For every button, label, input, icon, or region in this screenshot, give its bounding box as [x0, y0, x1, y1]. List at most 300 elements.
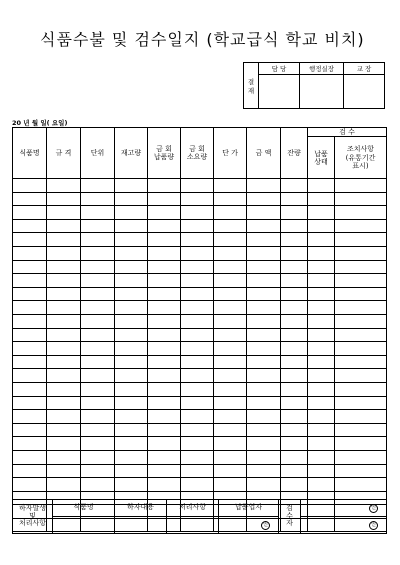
approval-role-staff: 담 당: [259, 63, 300, 75]
table-cell[interactable]: [181, 382, 214, 396]
table-cell[interactable]: [214, 342, 247, 356]
table-cell[interactable]: [335, 192, 387, 206]
table-cell[interactable]: [13, 219, 47, 233]
table-cell[interactable]: [335, 274, 387, 288]
footer-handling: 처리사항: [167, 500, 219, 517]
table-cell[interactable]: [115, 206, 148, 220]
table-cell[interactable]: [115, 423, 148, 437]
table-cell[interactable]: [13, 274, 47, 288]
table-cell[interactable]: [247, 301, 281, 315]
table-cell[interactable]: [247, 260, 281, 274]
table-cell[interactable]: [335, 287, 387, 301]
table-cell[interactable]: [81, 369, 115, 383]
table-cell[interactable]: [148, 410, 181, 424]
table-row: [13, 478, 387, 492]
table-cell[interactable]: [81, 287, 115, 301]
table-cell[interactable]: [308, 369, 335, 383]
table-cell[interactable]: [281, 382, 308, 396]
table-cell[interactable]: [81, 192, 115, 206]
table-cell[interactable]: [13, 247, 47, 261]
footer-supplier: 납품업자: [219, 500, 279, 517]
table-cell[interactable]: [214, 301, 247, 315]
table-cell[interactable]: [308, 274, 335, 288]
table-cell[interactable]: [47, 287, 81, 301]
defect-label: 하자발생 및 처리사항: [13, 500, 53, 534]
table-row: [13, 260, 387, 274]
table-cell[interactable]: [81, 396, 115, 410]
table-cell[interactable]: [81, 328, 115, 342]
table-cell[interactable]: [148, 437, 181, 451]
table-cell[interactable]: [214, 450, 247, 464]
table-cell[interactable]: [115, 301, 148, 315]
table-cell[interactable]: [335, 206, 387, 220]
table-cell[interactable]: [81, 206, 115, 220]
table-cell[interactable]: [308, 287, 335, 301]
table-cell[interactable]: [148, 301, 181, 315]
table-cell[interactable]: [13, 478, 47, 492]
table-cell[interactable]: [148, 314, 181, 328]
table-cell[interactable]: [81, 274, 115, 288]
table-row: [13, 423, 387, 437]
table-cell[interactable]: [214, 274, 247, 288]
table-cell[interactable]: [181, 179, 214, 193]
table-cell[interactable]: [148, 192, 181, 206]
table-cell[interactable]: [214, 382, 247, 396]
table-cell[interactable]: [13, 328, 47, 342]
table-cell[interactable]: [281, 287, 308, 301]
date-line: 20 년 월 일( 요일): [12, 119, 68, 127]
table-cell[interactable]: [247, 219, 281, 233]
table-cell[interactable]: [247, 247, 281, 261]
table-cell[interactable]: [214, 423, 247, 437]
table-cell[interactable]: [115, 192, 148, 206]
table-cell[interactable]: [247, 179, 281, 193]
table-cell[interactable]: [115, 287, 148, 301]
table-cell[interactable]: [81, 382, 115, 396]
table-cell[interactable]: [247, 423, 281, 437]
col-unit-price: 단 가: [214, 128, 247, 179]
table-cell[interactable]: [115, 355, 148, 369]
table-cell[interactable]: [335, 437, 387, 451]
table-cell[interactable]: [81, 355, 115, 369]
table-cell[interactable]: [181, 274, 214, 288]
seal-mark-1: 인: [369, 504, 378, 513]
table-cell[interactable]: [81, 423, 115, 437]
table-cell[interactable]: [281, 464, 308, 478]
table-cell[interactable]: [214, 247, 247, 261]
table-cell[interactable]: [47, 219, 81, 233]
table-cell[interactable]: [181, 328, 214, 342]
table-cell[interactable]: [335, 450, 387, 464]
table-cell[interactable]: [47, 233, 81, 247]
table-cell[interactable]: [281, 396, 308, 410]
table-cell[interactable]: [13, 450, 47, 464]
col-remaining: 잔량: [281, 128, 308, 179]
table-cell[interactable]: [148, 450, 181, 464]
table-row: [13, 314, 387, 328]
table-cell[interactable]: [335, 314, 387, 328]
table-cell[interactable]: [281, 478, 308, 492]
approval-sign-principal[interactable]: [344, 75, 385, 109]
table-cell[interactable]: [13, 464, 47, 478]
table-row: [13, 464, 387, 478]
col-stock: 재고량: [115, 128, 148, 179]
table-cell[interactable]: [281, 410, 308, 424]
table-cell[interactable]: [181, 314, 214, 328]
table-cell[interactable]: [81, 247, 115, 261]
table-cell[interactable]: [214, 314, 247, 328]
table-cell[interactable]: [47, 192, 81, 206]
table-cell[interactable]: [81, 179, 115, 193]
table-cell[interactable]: [214, 437, 247, 451]
table-cell[interactable]: [308, 233, 335, 247]
table-cell[interactable]: [335, 219, 387, 233]
table-cell[interactable]: [47, 301, 81, 315]
table-cell[interactable]: [13, 206, 47, 220]
table-cell[interactable]: [281, 369, 308, 383]
table-cell[interactable]: [115, 478, 148, 492]
table-cell[interactable]: [335, 260, 387, 274]
table-cell[interactable]: [13, 179, 47, 193]
table-cell[interactable]: [13, 314, 47, 328]
table-cell[interactable]: [247, 355, 281, 369]
table-cell[interactable]: [335, 464, 387, 478]
table-cell[interactable]: [13, 369, 47, 383]
table-cell[interactable]: [335, 233, 387, 247]
table-cell[interactable]: [308, 478, 335, 492]
table-cell[interactable]: [247, 450, 281, 464]
table-cell[interactable]: [247, 382, 281, 396]
table-row: [13, 437, 387, 451]
table-cell[interactable]: [81, 219, 115, 233]
table-row: [13, 301, 387, 315]
approval-sign-admin-head[interactable]: [300, 75, 344, 109]
table-cell[interactable]: [181, 437, 214, 451]
table-cell[interactable]: [308, 396, 335, 410]
table-cell[interactable]: [335, 342, 387, 356]
table-cell[interactable]: [47, 464, 81, 478]
table-cell[interactable]: [247, 314, 281, 328]
table-cell[interactable]: [181, 247, 214, 261]
table-cell[interactable]: [13, 410, 47, 424]
table-cell[interactable]: [214, 328, 247, 342]
table-cell[interactable]: [47, 355, 81, 369]
table-cell[interactable]: [308, 314, 335, 328]
table-cell[interactable]: [247, 437, 281, 451]
table-cell[interactable]: [308, 179, 335, 193]
table-cell[interactable]: [247, 464, 281, 478]
table-cell[interactable]: [47, 369, 81, 383]
approval-role-principal: 교 장: [344, 63, 385, 75]
table-cell[interactable]: [308, 382, 335, 396]
inspector-sign-2[interactable]: [301, 517, 387, 534]
col-amount: 금 액: [247, 128, 281, 179]
table-cell[interactable]: [281, 206, 308, 220]
table-cell[interactable]: [47, 314, 81, 328]
table-cell[interactable]: [214, 206, 247, 220]
table-cell[interactable]: [335, 478, 387, 492]
table-cell[interactable]: [148, 355, 181, 369]
table-cell[interactable]: [335, 301, 387, 315]
table-cell[interactable]: [281, 247, 308, 261]
table-cell[interactable]: [13, 396, 47, 410]
table-cell[interactable]: [247, 342, 281, 356]
approval-sign-staff[interactable]: [259, 75, 300, 109]
table-cell[interactable]: [47, 328, 81, 342]
col-food-name: 식품명: [13, 128, 47, 179]
table-cell[interactable]: [308, 247, 335, 261]
table-cell[interactable]: [13, 233, 47, 247]
table-cell[interactable]: [281, 233, 308, 247]
table-cell[interactable]: [13, 260, 47, 274]
table-cell[interactable]: [81, 260, 115, 274]
table-cell[interactable]: [47, 410, 81, 424]
table-cell[interactable]: [281, 192, 308, 206]
table-cell[interactable]: [308, 410, 335, 424]
table-cell[interactable]: [47, 423, 81, 437]
inspector-sign-1[interactable]: [301, 500, 387, 517]
table-cell[interactable]: [335, 179, 387, 193]
defect-footer: [12, 499, 387, 534]
table-cell[interactable]: [148, 287, 181, 301]
table-cell[interactable]: [148, 423, 181, 437]
table-cell[interactable]: [214, 410, 247, 424]
footer-defect-cell[interactable]: [115, 517, 167, 534]
table-cell[interactable]: [81, 478, 115, 492]
table-cell[interactable]: [281, 274, 308, 288]
table-cell[interactable]: [247, 410, 281, 424]
table-cell[interactable]: [13, 423, 47, 437]
table-cell[interactable]: [281, 301, 308, 315]
table-row: [13, 396, 387, 410]
table-cell[interactable]: [148, 369, 181, 383]
table-cell[interactable]: [214, 233, 247, 247]
table-cell[interactable]: [281, 437, 308, 451]
footer-handling-cell[interactable]: [167, 517, 219, 534]
table-row: [13, 450, 387, 464]
table-cell[interactable]: [308, 437, 335, 451]
table-cell[interactable]: [214, 179, 247, 193]
table-cell[interactable]: [281, 423, 308, 437]
table-cell[interactable]: [281, 355, 308, 369]
table-cell[interactable]: [148, 206, 181, 220]
table-cell[interactable]: [247, 287, 281, 301]
table-cell[interactable]: [115, 233, 148, 247]
col-action: 조치사항 (유통기간 표시): [335, 137, 387, 179]
table-body: [13, 179, 387, 532]
table-cell[interactable]: [47, 342, 81, 356]
table-cell[interactable]: [148, 464, 181, 478]
table-cell[interactable]: [115, 314, 148, 328]
table-cell[interactable]: [148, 219, 181, 233]
table-cell[interactable]: [181, 478, 214, 492]
table-cell[interactable]: [247, 328, 281, 342]
table-cell[interactable]: [148, 382, 181, 396]
table-row: [13, 382, 387, 396]
table-cell[interactable]: [13, 382, 47, 396]
table-cell[interactable]: [13, 342, 47, 356]
table-cell[interactable]: [214, 396, 247, 410]
table-cell[interactable]: [181, 342, 214, 356]
table-cell[interactable]: [181, 206, 214, 220]
table-cell[interactable]: [181, 219, 214, 233]
table-cell[interactable]: [47, 478, 81, 492]
table-cell[interactable]: [115, 382, 148, 396]
table-cell[interactable]: [247, 369, 281, 383]
table-cell[interactable]: [247, 233, 281, 247]
table-cell[interactable]: [281, 219, 308, 233]
table-cell[interactable]: [148, 274, 181, 288]
table-cell[interactable]: [281, 179, 308, 193]
table-cell[interactable]: [148, 179, 181, 193]
table-cell[interactable]: [47, 260, 81, 274]
table-cell[interactable]: [214, 478, 247, 492]
table-cell[interactable]: [81, 410, 115, 424]
seal-mark-3: 인: [369, 521, 378, 530]
table-cell[interactable]: [281, 260, 308, 274]
table-cell[interactable]: [115, 410, 148, 424]
table-cell[interactable]: [181, 410, 214, 424]
table-cell[interactable]: [281, 314, 308, 328]
table-cell[interactable]: [335, 369, 387, 383]
table-cell[interactable]: [115, 219, 148, 233]
table-cell[interactable]: [47, 437, 81, 451]
table-cell[interactable]: [281, 450, 308, 464]
table-cell[interactable]: [148, 328, 181, 342]
table-cell[interactable]: [247, 478, 281, 492]
inspection-table: [12, 127, 387, 532]
table-cell[interactable]: [148, 342, 181, 356]
table-cell[interactable]: [81, 301, 115, 315]
table-cell[interactable]: [81, 314, 115, 328]
table-row: [13, 355, 387, 369]
table-cell[interactable]: [81, 450, 115, 464]
table-cell[interactable]: [13, 192, 47, 206]
footer-defect: 하자내용: [115, 500, 167, 517]
table-cell[interactable]: [81, 464, 115, 478]
table-cell[interactable]: [335, 328, 387, 342]
table-cell[interactable]: [335, 410, 387, 424]
table-cell[interactable]: [308, 301, 335, 315]
table-cell[interactable]: [308, 342, 335, 356]
seal-mark-2: 인: [261, 521, 270, 530]
footer-supplier-cell[interactable]: [219, 517, 279, 534]
table-cell[interactable]: [214, 464, 247, 478]
table-cell[interactable]: [181, 260, 214, 274]
table-cell[interactable]: [81, 233, 115, 247]
table-cell[interactable]: [181, 192, 214, 206]
table-cell[interactable]: [148, 396, 181, 410]
table-cell[interactable]: [115, 450, 148, 464]
table-cell[interactable]: [81, 437, 115, 451]
table-cell[interactable]: [214, 287, 247, 301]
approval-side-label: [244, 63, 259, 109]
table-cell[interactable]: [47, 206, 81, 220]
table-cell[interactable]: [181, 369, 214, 383]
table-cell[interactable]: [308, 206, 335, 220]
table-cell[interactable]: [115, 342, 148, 356]
table-cell[interactable]: [115, 369, 148, 383]
table-cell[interactable]: [214, 192, 247, 206]
table-cell[interactable]: [335, 423, 387, 437]
table-cell[interactable]: [247, 192, 281, 206]
table-cell[interactable]: [308, 219, 335, 233]
table-row: [13, 206, 387, 220]
table-cell[interactable]: [47, 179, 81, 193]
footer-food-name-cell[interactable]: [53, 517, 115, 534]
table-cell[interactable]: [47, 450, 81, 464]
table-cell[interactable]: [335, 247, 387, 261]
table-cell[interactable]: [148, 478, 181, 492]
table-cell[interactable]: [13, 287, 47, 301]
table-cell[interactable]: [335, 382, 387, 396]
table-cell[interactable]: [214, 369, 247, 383]
table-cell[interactable]: [335, 355, 387, 369]
table-cell[interactable]: [115, 464, 148, 478]
table-cell[interactable]: [214, 219, 247, 233]
table-cell[interactable]: [148, 247, 181, 261]
table-cell[interactable]: [81, 342, 115, 356]
table-cell[interactable]: [308, 450, 335, 464]
table-cell[interactable]: [13, 437, 47, 451]
table-cell[interactable]: [308, 260, 335, 274]
inspector-label: 검 수 자: [279, 500, 301, 534]
table-row: [13, 247, 387, 261]
table-cell[interactable]: [308, 464, 335, 478]
approval-role-admin-head: 행정실장: [300, 63, 344, 75]
table-cell[interactable]: [281, 342, 308, 356]
table-cell[interactable]: [247, 274, 281, 288]
table-cell[interactable]: [47, 396, 81, 410]
table-cell[interactable]: [181, 464, 214, 478]
footer-food-name: 식품명: [53, 500, 115, 517]
table-cell[interactable]: [47, 274, 81, 288]
table-cell[interactable]: [115, 247, 148, 261]
table-cell[interactable]: [115, 274, 148, 288]
table-cell[interactable]: [115, 179, 148, 193]
table-cell[interactable]: [115, 260, 148, 274]
table-cell[interactable]: [115, 437, 148, 451]
table-cell[interactable]: [308, 328, 335, 342]
table-row: [13, 219, 387, 233]
table-cell[interactable]: [115, 328, 148, 342]
table-cell[interactable]: [13, 355, 47, 369]
table-cell[interactable]: [47, 382, 81, 396]
table-cell[interactable]: [308, 423, 335, 437]
table-cell[interactable]: [281, 328, 308, 342]
table-cell[interactable]: [115, 396, 148, 410]
table-cell[interactable]: [13, 301, 47, 315]
table-cell[interactable]: [247, 396, 281, 410]
table-cell[interactable]: [148, 260, 181, 274]
table-cell[interactable]: [47, 247, 81, 261]
table-cell[interactable]: [181, 233, 214, 247]
table-cell[interactable]: [247, 206, 281, 220]
table-cell[interactable]: [181, 355, 214, 369]
table-cell[interactable]: [181, 450, 214, 464]
table-cell[interactable]: [148, 233, 181, 247]
table-cell[interactable]: [181, 423, 214, 437]
table-cell[interactable]: [181, 287, 214, 301]
table-cell[interactable]: [214, 355, 247, 369]
table-cell[interactable]: [214, 260, 247, 274]
table-row: [13, 287, 387, 301]
table-cell[interactable]: [308, 355, 335, 369]
table-cell[interactable]: [181, 396, 214, 410]
table-cell[interactable]: [181, 301, 214, 315]
table-cell[interactable]: [335, 396, 387, 410]
table-cell[interactable]: [308, 192, 335, 206]
